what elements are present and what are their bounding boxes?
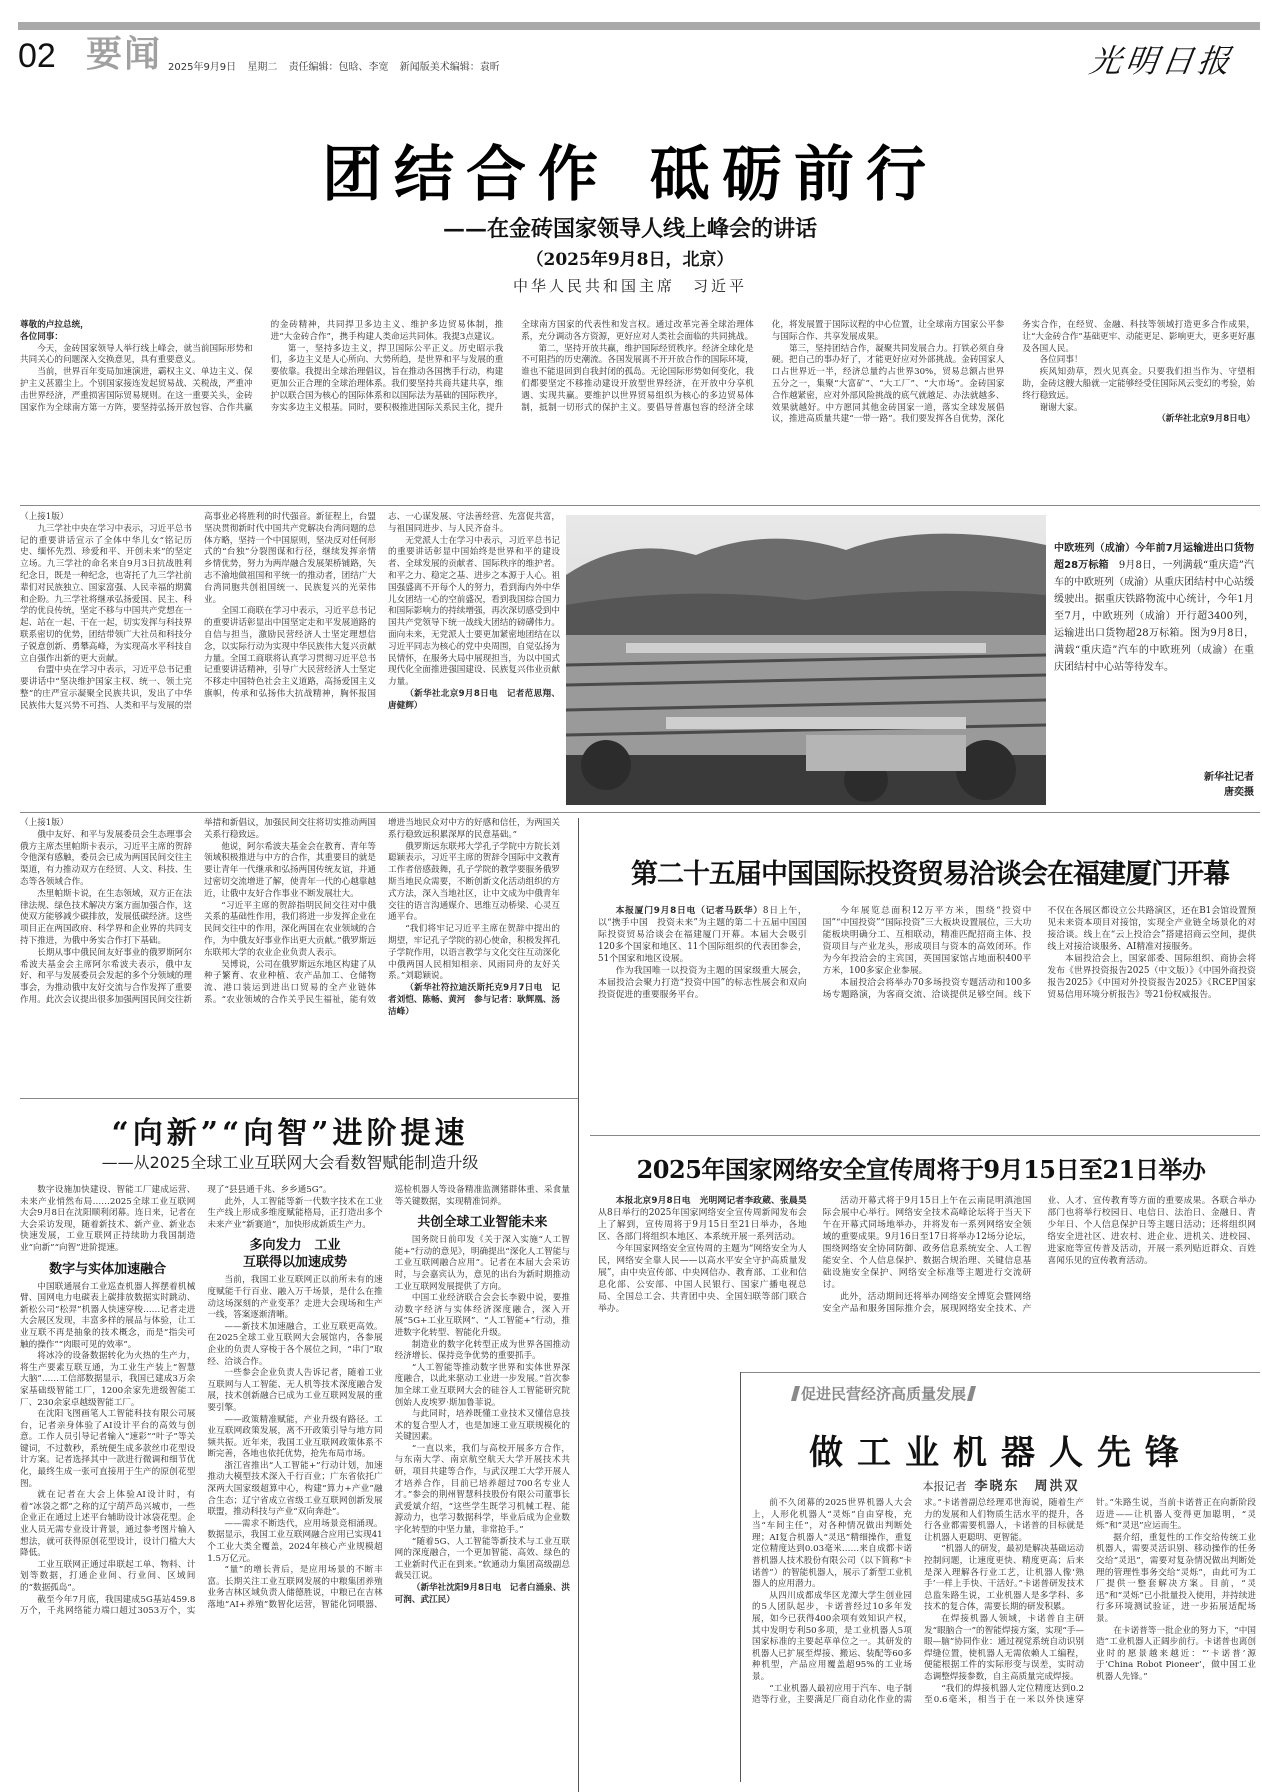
- column-kicker: [790, 1383, 977, 1404]
- paragraph: 截至今年7月底，我国建成5G基站459.8万个，千兆网络能力端口超过3053万个，实现了“县县通千兆、乡乡通5G”。: [20, 1185, 332, 1617]
- editors: 责任编辑：包晗、李宽: [288, 62, 389, 73]
- paragraph: 今年展览总面积12万平方米，围绕“投资中国”“中国投资”“国际投资”三大板块设置展位，三大功能板块明确分工、互相联动，精准匹配招商主体、投资项目与产业龙头，形成项目与资本的高效闭环。作为今年投洽会的主宾国，英国国家馆占地面积400平方米，100多家企业参展。: [822, 906, 1032, 976]
- paragraph: “量”的增长背后，是应用场景的不断丰富。长期关注工业互联网发展的中粮集团养殖业务吉林区域负责人储德胜说，中粮已在吉林落地“AI+养殖”数智化运营，智能化饲喂器、巡检机器人等设备精准监测猪群体重、采食量等关键数据，实现精准饲养。: [207, 1185, 570, 1610]
- continued-article-2: [20, 818, 560, 1019]
- section-heading: 共创全球工业智能未来: [417, 1215, 548, 1231]
- expo-lead: 本报厦门9月8日电（记者马跃华）: [615, 906, 763, 916]
- salutation: 尊敬的卢拉总统，: [20, 320, 89, 330]
- paragraph: 全国工商联在学习中表示，习近平总书记的重要讲话彰显出中国坚定走和平发展道路的自信与担当，激励民营经济人士坚定理想信念，以实际行动为实现中华民族伟大复兴贡献力量。全国工商联将认真学习贯彻习近平总书记重要讲话精神，引导广大民营经济人士坚定不移走中国特色社会主义道路，高扬爱国主义旗帜，传承和弘扬伟大抗战精神，胸怀报国志、一心谋发展、守法善经营、先富促共富，与祖国同进步、与人民齐奋斗。: [204, 512, 560, 699]
- section-heading-line: 多向发力 工业: [249, 1238, 341, 1254]
- robot-headline: 做工业机器人先锋: [809, 1433, 1193, 1473]
- divider: [20, 812, 1260, 813]
- paragraph: 本届投洽会上，国家部委、国际组织、商协会将发布《世界投资报告2025（中文版）》《中国外商投资报告2025》《中国对外投资报告2025》《RCEP国家贸易信用环境分析报告》等21份权威报告。: [1047, 954, 1256, 1000]
- paragraph: 与此同时，培养既懂工业技术又懂信息技术的复合型人才，也是加速工业互联规模化的关键因素。: [394, 1409, 570, 1443]
- continued-1-source: （新华社北京9月8日电 记者范思翔、唐健辉）: [388, 688, 560, 711]
- issue-date: 2025年9月9日: [168, 62, 237, 73]
- paragraph: 第三，坚持团结合作，凝聚共同发展合力。打铁必须自身硬。把自己的事办好了，才能更好应对外部挑战。金砖国家人口占世界近一半，经济总量约占世界30%，贸易总额占世界五分之一，集聚“大富矿”、“大工厂”、“大市场”。金砖国家合作越紧密，应对外部风险挑战的底气就越足、办法就越多、效果就越好。中方愿同其他金砖国家一道，落实全球发展倡议，推进高质量共建“一带一路”。我们要发挥各自优势，深化务实合作，在经贸、金融、科技等领域打造更多合作成果，让“大金砖合作”基础更牢、动能更足、影响更大，更多更好惠及各国人民。: [771, 320, 1255, 425]
- lead-headline: [200, 140, 1060, 210]
- industry-body: [20, 1185, 570, 1618]
- paragraph: 长期从事中俄民间友好事业的俄罗斯阿尔希波夫基金会主席阿尔希波夫表示，俄中友好、和平与发展委员会发起的多个分领域的理事会，为推动俄中友好交流与合作发挥了重要作用。此次会议提出很多加强两国民间交往新举措和新倡议，加强民间交往将切实推动两国关系行稳致远。: [20, 818, 376, 1005]
- paragraph: 浙江省推出“人工智能+”行动计划，加速推动大模型技术深入千行百业；广东省依托广深两大国家级超算中心，构建“算力+产业”融合生态；辽宁省成立省级工业互联网创新发展联盟，推动科技与产业“双向奔赴”。: [207, 1460, 383, 1518]
- slash-mark-icon: [967, 1386, 976, 1401]
- lead-subtitle: ——在金砖国家领导人线上峰会的讲话: [442, 216, 817, 242]
- salutation: 各位同事：: [20, 331, 63, 342]
- paragraph: 制造业的数字化转型正成为世界各国推动经济增长、保持竞争优势的重要抓手。: [394, 1339, 570, 1362]
- paragraph: 无党派人士在学习中表示，习近平总书记的重要讲话彰显中国始终是世界和平的建设者、全球发展的贡献者、国际秩序的维护者。和平之力、稳定之基、进步之本源于人心。祖国强盛离不开每个人的努力，看到海内外中华儿女团结一心的空前盛况，看到我国综合国力和国际影响力的持续增强，再次深切感受到中国共产党领导下统一战线大团结的磅礴伟力。面向未来，无党派人士要更加紧密地团结在以习近平同志为核心的党中央周围，自觉弘扬为民情怀，在服务大局中展现担当，为以中国式现代化全面推进强国建设、民族复兴伟业贡献力量。: [388, 535, 560, 688]
- industry-subtitle: ——从2025全球工业互联网大会看数智赋能制造升级: [101, 1153, 479, 1172]
- paragraph: 当前，我国工业互联网正以前所未有的速度赋能千行百业、融入万千场景，是什么在推动这场深刻的产业变革？走进大会现场和生产一线，答案逐渐清晰。: [207, 1275, 383, 1321]
- paragraph: 工业互联网正通过串联起工单、物料、计划等数据，打通企业间、行业间、区域间的“数据孤岛”。: [20, 1559, 196, 1593]
- train-yard-image: [566, 515, 1046, 805]
- divider: [590, 1135, 1260, 1136]
- paragraph: 中国联通展台工业巡查机器人挥摆着机械臂、国网电力电碳表上碳排放数据实时跳动、新松公司“松羿”机器人快速穿梭……记者走进大会展区发现，丰富多样的展品与体验，让工业互联不再是抽象的技术概念，而是“指尖可触的操作”“肉眼可见的效率”。: [20, 1281, 196, 1350]
- paragraph: 此外，人工智能等新一代数字技术在工业生产线上形成多维度赋能格局，正打造出多个未来产业“新赛道”，加快形成新质生产力。: [207, 1196, 383, 1230]
- paragraph: 俄中友好、和平与发展委员会生态理事会俄方主席杰里帕斯卡表示，习近平主席的贺辞令他深有感触，委员会已成为两国民间交往主渠道，有力推动双方在经贸、人文、科技、生态等各领域合作。: [20, 829, 192, 887]
- kicker-text: 促进民营经济高质量发展: [801, 1385, 967, 1403]
- expo-body: [598, 905, 1256, 1001]
- paragraph: 在卡诺普等一批企业的努力下，“中国造”工业机器人正阔步前行。卡诺普也离创业时的愿景越来越近：“‘卡诺普’源于‘China Robot Pioneer’，做中国工业机器人先锋。”: [1096, 1625, 1256, 1682]
- paragraph: ——新技术加速融合，工业互联更高效。在2025全球工业互联网大会展馆内，各参展企业的负责人穿梭于各个展位之间，“串门”取经、洽谈合作。: [207, 1321, 383, 1367]
- paragraph: 第一，坚持多边主义，捍卫国际公平正义。历史昭示我们，多边主义是人心所向、大势所趋，是世界和平与发展的重要依靠。我提出全球治理倡议，旨在推动各国携手行动，构建更加公正合理的全球治理体系。我们要坚持共商共建共享，维护以联合国为核心的国际体系和以国际法为基础的国际秩序，夯实多边主义根基。同时，要积极推进国际关系民主化，提升全球南方国家的代表性和发言权。通过改革完善全球治理体系，充分调动各方资源，更好应对人类社会面临的共同挑战。: [270, 320, 754, 413]
- section-heading-line: 互联得以加速成势: [242, 1255, 347, 1271]
- paragraph: 国务院日前印发《关于深入实施“人工智能+”行动的意见》，明确提出“深化人工智能与工业互联网融合应用”。记者在本届大会采访时，与会嘉宾认为，意见的出台为新时期推动工业互联网发展提供了方向。: [394, 1235, 570, 1292]
- cyber-headline: 2025年国家网络安全宣传周将于9月15日至21日举办: [636, 1155, 1206, 1184]
- lead-headline-part-b: 砥砺前行: [650, 140, 938, 210]
- lead-dateline: （2025年9月8日，北京）: [526, 250, 734, 270]
- paragraph: 据介绍，重复性的工作交给传统工业机器人，需要灵活识别、移动操作的任务交给“灵迅”，需要对复杂情况做出判断处理的管理性事务交给“灵烁”，由此可为工厂提供一整套解决方案。目前，“灵迅”和“灵烁”已小批量投入使用，并持续进行多环境测试验证，进一步拓展适配场景。: [1096, 1532, 1256, 1624]
- paragraph: 当前，世界百年变局加速演进，霸权主义、单边主义、保护主义甚嚣尘上。个别国家接连发起贸易战、关税战，严重冲击世界经济，严重损害国际贸易规则。在这一重要关头，金砖国家作为全球南方第一方阵，要坚持弘扬开放包容、合作共赢的金砖精神，共同捍卫多边主义、维护多边贸易体制，推进“大金砖合作”，携手构建人类命运共同体。我提3点建议。: [20, 320, 504, 413]
- continued-article-1: [20, 512, 560, 713]
- paragraph: 今年国家网络安全宣传周的主题为“网络安全为人民，网络安全靠人民——以高水平安全守护高质量发展”，由中央宣传部、中央网信办、教育部、工业和信息化部、公安部、中国人民银行、国家广播电视总局、全国总工会、共青团中央、全国妇联等部门联合举办。: [598, 1244, 807, 1314]
- paragraph: 俄罗斯远东联邦大学孔子学院中方院长刘聪颖表示，习近平主席的贺辞令国际中文教育工作者倍感鼓舞，孔子学院的教学要服务俄罗斯当地民众需要，不断创新文化活动组织的方式方法，深入当地社区，让中文成为中俄青年交往的语言沟通媒介、思维互动桥梁、心灵互通平台。: [388, 841, 560, 923]
- news-photo-train-yard: [566, 515, 1046, 805]
- section-title: 要闻: [86, 33, 163, 75]
- divider: [20, 1098, 578, 1099]
- expo-headline: 第二十五届中国国际投资贸易洽谈会在福建厦门开幕: [631, 859, 1229, 890]
- paragraph: 数字设施加快建设、智能工厂建成运营、未来产业悄然布局……2025全球工业互联网大会9月8日在沈阳顺利闭幕。连日来，记者在大会采访发现，随着新技术、新产业、新业态快速发展，工业互联网正持续助力我国制造业“向新”“向智”进阶提速。: [20, 1185, 196, 1253]
- caption-title: 中欧班列（成渝）今年前7月运输进出口货物超28万标箱: [1054, 543, 1254, 571]
- lead-headline-part-a: 团结合作: [322, 140, 610, 210]
- paragraph: “随着5G、人工智能等新技术与工业互联网的深度融合，一个更加智能、高效、绿色的工业新时代正在到来。”软通动力集团高级副总裁吴江说。: [394, 1536, 570, 1582]
- masthead-meta: [168, 58, 508, 73]
- weekday: 星期二: [247, 62, 278, 73]
- paragraph: “人工智能等推动数字世界和实体世界深度融合，以此来驱动工业进一步发展。”首次参加全球工业互联网大会的硅谷人工智能研究院创始人皮埃罗·斯加鲁菲说。: [394, 1362, 570, 1408]
- paragraph: 8日上午，以“携手中国 投资未来”为主题的第二十五届中国国际投资贸易洽谈会在福建厦门开幕。本届大会吸引120多个国家和地区、11个国际组织的代表团参会，51个国家和地区设展。: [598, 906, 807, 964]
- section-heading: [207, 1237, 382, 1271]
- paragraph: ——需求不断迭代，应用场景竞相涌现。数据显示，我国工业互联网融合应用已实现41个工业大类全覆盖，2024年核心产业规模超1.5万亿元。: [207, 1518, 383, 1564]
- paragraph: 从四川成都成华区龙潭大学生创业园的5人团队起步，卡诺普经过10多年发展，如今已获得400余项有效知识产权，其中发明专利50多项，是工业机器人5项国家标准的主要起草单位之一。其研发的机器人已扩展至焊接、搬运、装配等60多种机型，产品应用覆盖超95%的工业场景。: [752, 1590, 912, 1682]
- art-editor: 新闻版美术编辑：袁昕: [399, 62, 500, 73]
- continued-label: （上接1版）: [20, 512, 69, 522]
- photo-credit: [1054, 770, 1254, 800]
- paragraph: 中国工业经济联合会会长李毅中说，要推动数字经济与实体经济深度融合，深入开展“5G+工业互联网”、“人工智能+”行动，推进数字化转型、智能化升级。: [394, 1293, 570, 1338]
- paragraph: 在沈阳飞图画笔人工智能科技有限公司展台，记者亲身体验了AI设计平台的高效与创意。工作人员引导记者输入“速彩”“叶子”等关键词，不过数秒，系统便生成多款丝巾花型设计方案。记者选择其中一款进行微调和细节优化，最终生成一张可直接用于生产的原创花型图。: [20, 1409, 196, 1489]
- paragraph: 一些参会企业负责人告诉记者，随着工业互联网与人工智能、无人机等技术深度融合发展，技术创新融合已成为工业互联网发展的重要引擎。: [207, 1368, 383, 1413]
- lead-source: （新华社北京9月8日电）: [1157, 414, 1255, 425]
- page-number: 02: [18, 37, 56, 75]
- paragraph: “习近平主席的贺辞指明民间交往对中俄关系的基础性作用，我们将进一步发挥企业在民间交往中的作用，深化两国在农业领域的合作，为中俄友好事业作出更大贡献。”俄罗斯远东联邦大学的农业企业负责人表示。: [204, 900, 376, 958]
- paragraph: 台盟中央在学习中表示，习近平总书记重要讲话中“坚决维护国家主权、统一、领土完整”的庄严宣示凝聚全民族共识，发出了中华民族伟大复兴势不可挡、人类和平与发展的崇高事业必将胜利的时代强音。新征程上，台盟坚决贯彻新时代中国共产党解决台湾问题的总体方略，坚持一个中国原则，坚决反对任何形式的“台独”分裂图谋和行径，继续发挥亲情乡情优势，努力为两岸融合发展架桥铺路，矢志不渝地做祖国和平统一的推动者，团结广大台湾同胞共创祖国统一、民族复兴的光荣伟业。: [20, 512, 376, 711]
- masthead-bar: [18, 22, 1260, 30]
- credit-org: 新华社记者: [1204, 772, 1254, 783]
- paragraph: 作为我国唯一以投资为主题的国家级重大展会，本届投洽会聚力打造“投资中国”的标志性展会和双向投资促进的重要服务平台。: [598, 966, 807, 1000]
- divider: [740, 1372, 1260, 1373]
- robot-body: [752, 1498, 1256, 1707]
- paragraph: 杰里帕斯卡说，在生态领域，双方正在法律法规、绿色技术解决方案方面加强合作，这使双方能够减少碳排放，发展低碳经济。这些项目正在两国政府、科学界和企业界的共同支持下推进，为俄中务实合作打下基础。: [20, 888, 192, 946]
- industry-headline: “向新”“向智”进阶提速: [111, 1116, 469, 1151]
- paragraph: 第二，坚持开放共赢，维护国际经贸秩序。经济全球化是不可阻挡的历史潮流。各国发展离不开开放合作的国际环境，谁也不能退回到自我封闭的孤岛。无论国际形势如何变化，我们都要坚定不移推动建设开放型世界经济，在开放中分享机遇、实现共赢。要维护以世界贸易组织为核心的多边贸易体制，抵制一切形式的保护主义。要倡导普惠包容的经济全球化，将发展置于国际议程的中心位置，让全球南方国家公平参与国际合作、共享发展成果。: [521, 320, 1005, 413]
- column-divider: [578, 818, 579, 1792]
- paragraph: 今天，金砖国家领导人举行线上峰会，就当前国际形势和共同关心的问题深入交换意见，具有重要意义。: [20, 343, 253, 366]
- lead-author: 中华人民共和国主席 习近平: [512, 277, 747, 295]
- paragraph: 前不久闭幕的2025世界机器人大会上，人形化机器人“灵烁”自由穿梭，充当“车间主任”，对各种情况做出判断处理；AI复合机器人“灵迅”精细操作，重复定位精度达到0.03毫米……来自成都卡诺普机器人技术股份有限公司（以下简称“卡诺普”）的智能机器人，展示了新型工业机器人的应用潜力。: [752, 1498, 912, 1590]
- paragraph: 在焊接机器人领域，卡诺普自主研发“眼脑合一”的智能焊接方案，实现“手—眼—脑”协同作业：通过视觉系统自动识别焊缝位置，使机器人无需依赖人工编程，便能根据工件的实际形变与误差，实时动态调整焊接参数，自主高质量完成焊接。: [924, 1613, 1084, 1682]
- paragraph: “我们将牢记习近平主席在贺辞中提出的期望，牢记孔子学院的初心使命，积极发挥孔子学院作用，以语言教学与文化交往互动深化中俄两国人民相知相亲、风雨同舟的友好关系。”刘聪颖说。: [388, 924, 560, 982]
- photo-caption: [1054, 540, 1254, 676]
- paragraph: 从8日举行的2025年国家网络安全宣传周新闻发布会上了解到，宣传周将于9月15日至21日举办，各地区、各部门将组织本地区、本系统开展一系列活动。: [598, 1208, 807, 1242]
- credit-name: 唐奕摄: [1224, 787, 1254, 798]
- paragraph: 将冰冷的设备数据转化为火热的生产力，将生产要素互联互通，为工业生产装上“智慧大脑”……工信部数据显示，我国已建成3万余家基础级智能工厂，1200余家先进级智能工厂、230余家卓越级智能工厂。: [20, 1351, 196, 1408]
- cyber-body: [598, 1195, 1256, 1315]
- byline-label: 本报记者: [922, 1480, 967, 1493]
- cyber-lead: 本报北京9月8日电 光明网记者李政葳、张晨昊: [615, 1196, 807, 1206]
- paragraph: “机器人的研发，最初是解决基础运动控制问题，让速度更快、精度更高；后来是深入理解各行业工艺，让机器人像‘熟手’一样上手快、干活好。”卡诺普研发技术总监朱路生说，工业机器人是多学科、多技术的复合体，需要长期的研发积累。: [924, 1544, 1084, 1613]
- caption-body: 9月8日，一列满载“重庆造”汽车的中欧班列（成渝）从重庆团结村中心站缓缓驶出。据重庆铁路物流中心统计，今年1月至7月，中欧班列（成渝）开行超3400列，运输进出口货物超28万标箱。图为9月8日，满载“重庆造”汽车的中欧班列（成渝）在重庆团结村中心站等待发车。: [1054, 560, 1254, 673]
- continued-2-source: （新华社符拉迪沃斯托克9月7日电 记者刘恺、陈畅、黄河 参与记者：耿辉凰、汤洁峰）: [388, 983, 560, 1017]
- paragraph: “一直以来，我们与高校开展多方合作，与东南大学、南京航空航天大学开展技术共研，项目共建等合作，与武汉理工大学开展人才培养合作，目前已培养超过700名专业人才。”参会的荆州智慧科技股份有限公司董事长武爱斌介绍，“这些学生既学习机械工程、能源动力，也学习数据科学，毕业后成为企业数字化转型的中坚力量，非常抢手。”: [394, 1443, 570, 1536]
- paragraph: 此外，活动期间还将举办网络安全博览会暨网络安全产品和服务国际推介会，展现网络安全技术、产业、人才、宣传教育等方面的重要成果。各联合举办部门也将举行校园日、电信日、法治日、金融日、青少年日、个人信息保护日等主题日活动；还将组织网络安全进社区、进农村、进企业、进机关、进校园、进家庭等宣传普及活动，开展一系列贴近群众、百姓喜闻乐见的宣传教育活动。: [822, 1196, 1256, 1314]
- section-heading: 数字与实体加速融合: [49, 1261, 167, 1277]
- paragraph: “我们的焊接机器人定位精度达到0.2至0.6毫米，相当于在一米以外快速穿针。”朱路生说，当前卡诺普正在向新阶段迈进——让机器人变得更加聪明，“灵烁”和“灵迅”应运而生。: [924, 1498, 1256, 1706]
- continued-label: （上接1版）: [20, 818, 69, 828]
- paragraph: 活动开幕式将于9月15日上午在云南昆明滇池国际会展中心举行。网络安全技术高峰论坛将于当天下午在开幕式同场地举办，并将发布一系列网络安全领域的重要成果。9月16日至17日将举办12场分论坛，围绕网络安全协同防御、政务信息系统安全、人工智能安全、个人信息保护、数据合规治理、关键信息基础设施安全保护、网络安全标准等主题进行交流研讨。: [822, 1196, 1032, 1290]
- paragraph: 疾风知劲草，烈火见真金。只要我们担当作为、守望相助，金砖这艘大船就一定能够经受住国际风云变幻的考验，始终行稳致远。: [1022, 367, 1255, 401]
- lead-body: [20, 320, 1255, 426]
- divider: [20, 505, 1260, 506]
- paragraph: 谢谢大家。: [1039, 402, 1083, 413]
- paragraph: 本届投洽会将举办70多场投资专题活动和100多场专题路演，为客商交流、洽谈提供足够空间。线下不仅在各展区都设立公共路演区，还在B1会馆设置预见未来资本项目对接馆，实现全产业链全场景化的对接洽谈。线上在“云上投洽会”搭建招商云空间，提供线上对接洽谈服务、AI精准对接服务。: [822, 906, 1256, 1000]
- paragraph: 九三学社中央在学习中表示，习近平总书记的重要讲话宣示了全体中华儿女“铭记历史、缅怀先烈、珍爱和平、开创未来”的坚定立场。九三学社的命名来自9月3日抗战胜利纪念日，既是一种纪念，也寄托了九三学社前辈们对民族独立、国家富强、人民幸福的期冀和企盼。九三学社将继承弘扬爱国、民主、科学的优良传统，坚定不移与中国共产党想在一起、站在一起、干在一起，切实发挥与科技界联系密切的优势，团结带领广大社员和科技分子锐意创新、勇攀高峰，为实现高水平科技自立自强作出新的更大贡献。: [20, 523, 192, 664]
- byline-names: 李晓东 周洪双: [974, 1479, 1080, 1494]
- paragraph: 吴博说，公司在俄罗斯远东地区构建了从种子繁育、农业种植、农产品加工、仓储物流、港口装运到进出口贸易的全产业链体系。“农业领域的合作关乎民生福祉，能有效增进当地民众对中方的好感和信任，为两国关系行稳致远积累深厚的民意基础。”: [204, 818, 560, 1005]
- paragraph: “工业机器人最初应用于汽车、电子制造等行业，主要满足厂商自动化作业的需求。”卡诺普副总经理邓世海说，随着生产力的发展和人们物质生活水平的提升，各行各业都需要机器人，卡诺普的目标就是让机器人更聪明、更智能。: [752, 1498, 1084, 1706]
- paragraph: 各位同事！: [1039, 355, 1083, 366]
- paragraph: 就在记者在大会上体验AI设计时，有着“冰袋之都”之称的辽宁葫芦岛兴城市，一些企业正在通过上述平台辅助设计冰袋花型。企业人员无需专业设计背景，通过参考图片输入想法，就可获得原创花型设计，设计门槛大大降低。: [20, 1490, 196, 1559]
- robot-byline: [740, 1475, 1262, 1494]
- industry-source: （新华社沈阳9月8日电 记者白涌泉、洪可润、武江民）: [394, 1583, 570, 1605]
- newspaper-logo: 光明日报: [1087, 42, 1237, 80]
- slash-mark-icon: [791, 1386, 800, 1401]
- paragraph: 他说，阿尔希波夫基金会在教育、青年等领域积极推进与中方的合作，其重要目的就是要让青年一代继承和弘扬两国传统友谊，并通过密切交流增进了解，使青年一代的心越靠越近，让俄中友好合作事业不断发展壮大。: [204, 841, 376, 899]
- paragraph: ——政策精准赋能，产业升级有路径。工业互联网政策发展，离不开政策引导与地方同频共振。近年来，我国工业互联网政策体系不断完善，各地也依托优势，抢先布局市场。: [207, 1414, 383, 1460]
